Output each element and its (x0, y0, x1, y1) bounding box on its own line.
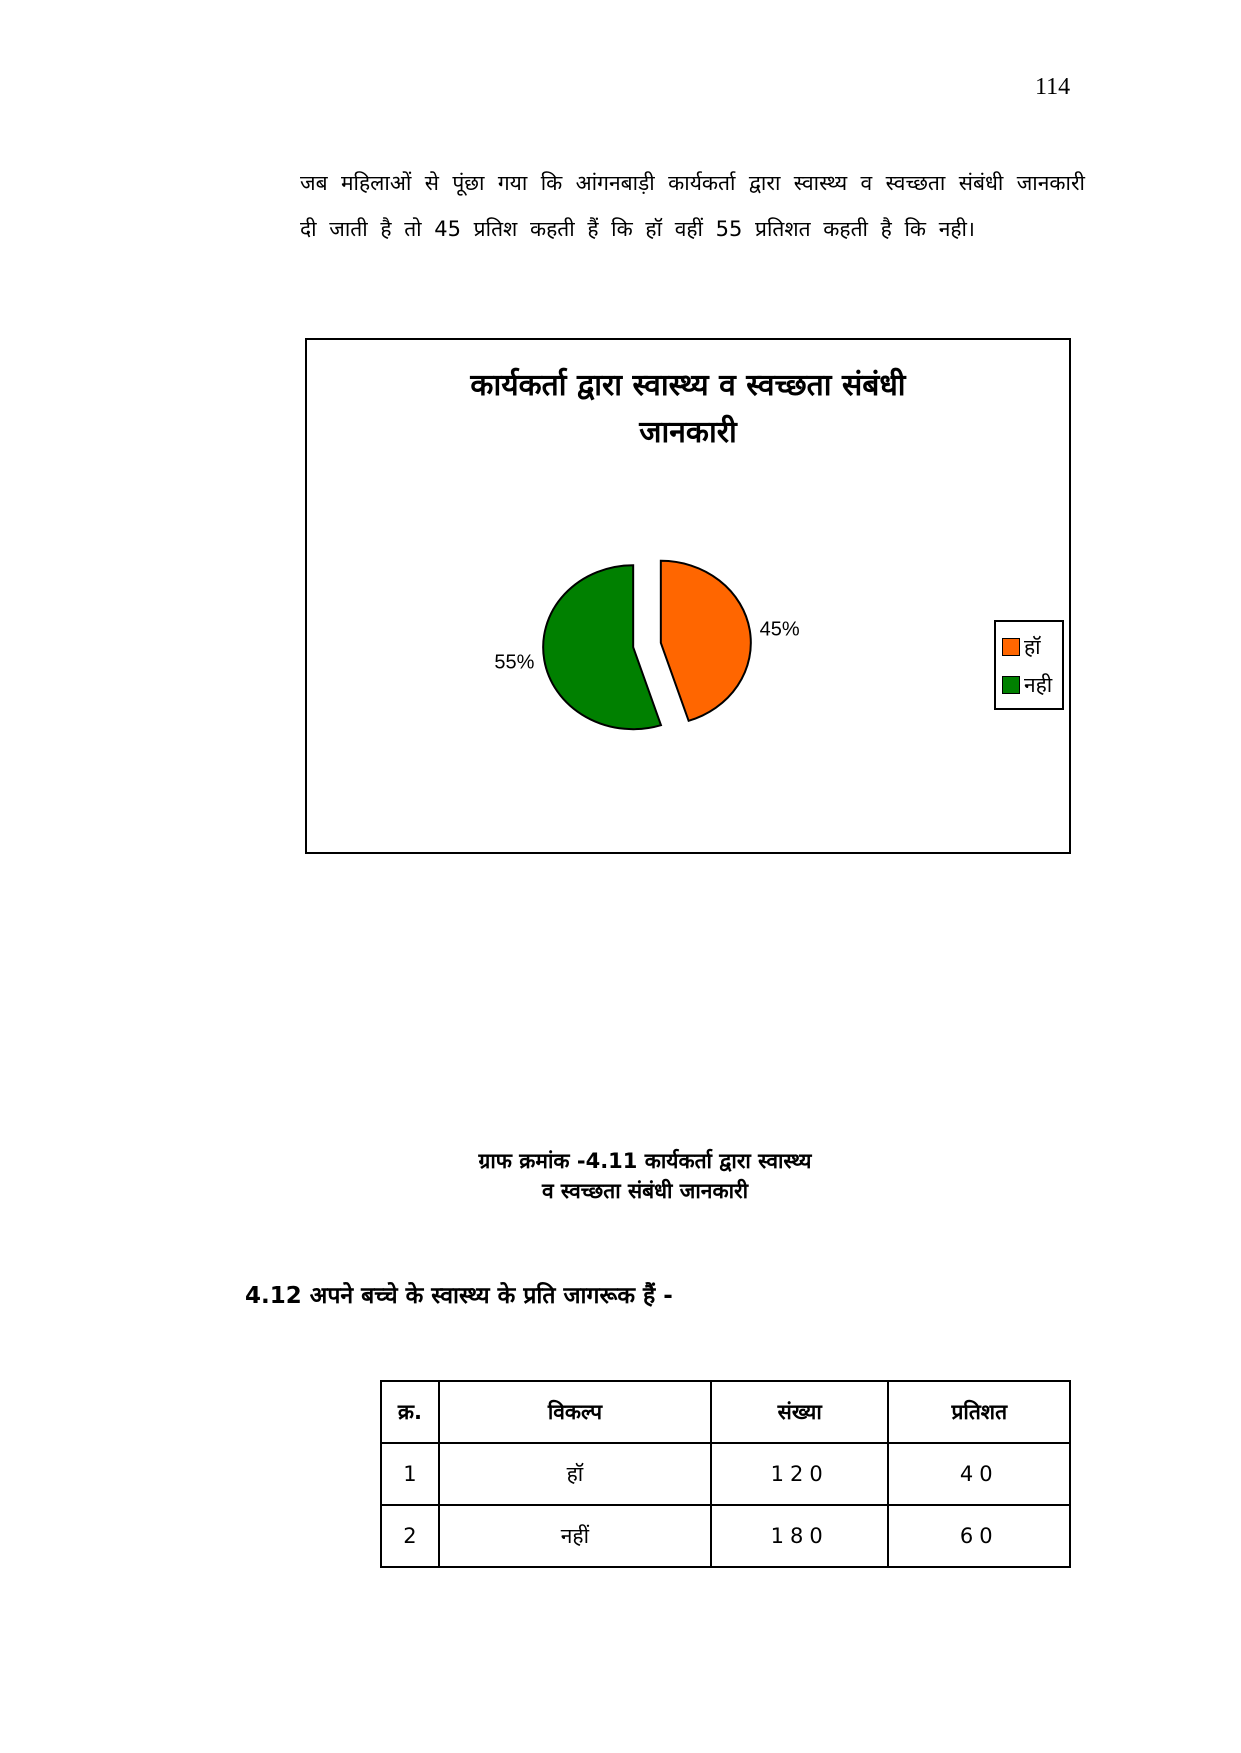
pie-label-yes: 45% (759, 618, 800, 641)
legend-label-no: नही (1024, 673, 1053, 697)
caption-line-1: ग्राफ क्रमांक -4.11 कार्यकर्ता द्वारा स्वास्थ्य (478, 1149, 812, 1173)
table-header-option: विकल्प (439, 1381, 711, 1443)
table-row (381, 1505, 1070, 1567)
chart-title-line-2: जानकारी (639, 415, 737, 450)
legend-item-no (1002, 666, 1062, 704)
table-cell-percent: 40 (888, 1443, 1070, 1505)
intro-paragraph: जब महिलाओं से पूंछा गया कि आंगनबाड़ी कार्यकर्ता द्वारा स्वास्थ्य व स्वच्छता संबंधी जानकारी दी जाती है तो 45 प्रतिश कहती हैं कि हॉ वहीं 55 प्रतिशत कहती है कि नही। (300, 171, 1085, 241)
table-header-count: संख्या (711, 1381, 889, 1443)
pie-slice-yes (661, 561, 751, 721)
legend-swatch-yes (1002, 638, 1020, 656)
table-header-row (381, 1381, 1070, 1443)
legend-label-yes: हॉ (1024, 635, 1041, 659)
table-cell-percent: 60 (888, 1505, 1070, 1567)
table-cell-option: हॉ (439, 1443, 711, 1505)
table-header-percent: प्रतिशत (888, 1381, 1070, 1443)
legend-item-yes (1002, 628, 1062, 666)
section-heading: 4.12 अपने बच्चे के स्वास्थ्य के प्रति जागरूक हैं - (245, 1283, 673, 1309)
legend-swatch-no (1002, 676, 1020, 694)
data-table (380, 1380, 1071, 1568)
pie-slice-no (543, 565, 661, 729)
pie-label-no: 55% (494, 651, 535, 674)
table-cell-count: 180 (711, 1505, 889, 1567)
table-cell-serial: 2 (381, 1505, 439, 1567)
table-header-serial: क्र. (381, 1381, 439, 1443)
table-cell-count: 120 (711, 1443, 889, 1505)
pie-chart (305, 338, 1071, 854)
caption-line-2: व स्वच्छता संबंधी जानकारी (541, 1179, 749, 1203)
chart-caption (340, 1146, 950, 1206)
table-cell-serial: 1 (381, 1443, 439, 1505)
pie-canvas (307, 340, 1069, 852)
chart-legend (994, 620, 1064, 710)
table-cell-option: नहीं (439, 1505, 711, 1567)
page-number: 114 (1035, 74, 1071, 100)
chart-title-line-1: कार्यकर्ता द्वारा स्वास्थ्य व स्वच्छता संबंधी (470, 368, 906, 403)
table-row (381, 1443, 1070, 1505)
